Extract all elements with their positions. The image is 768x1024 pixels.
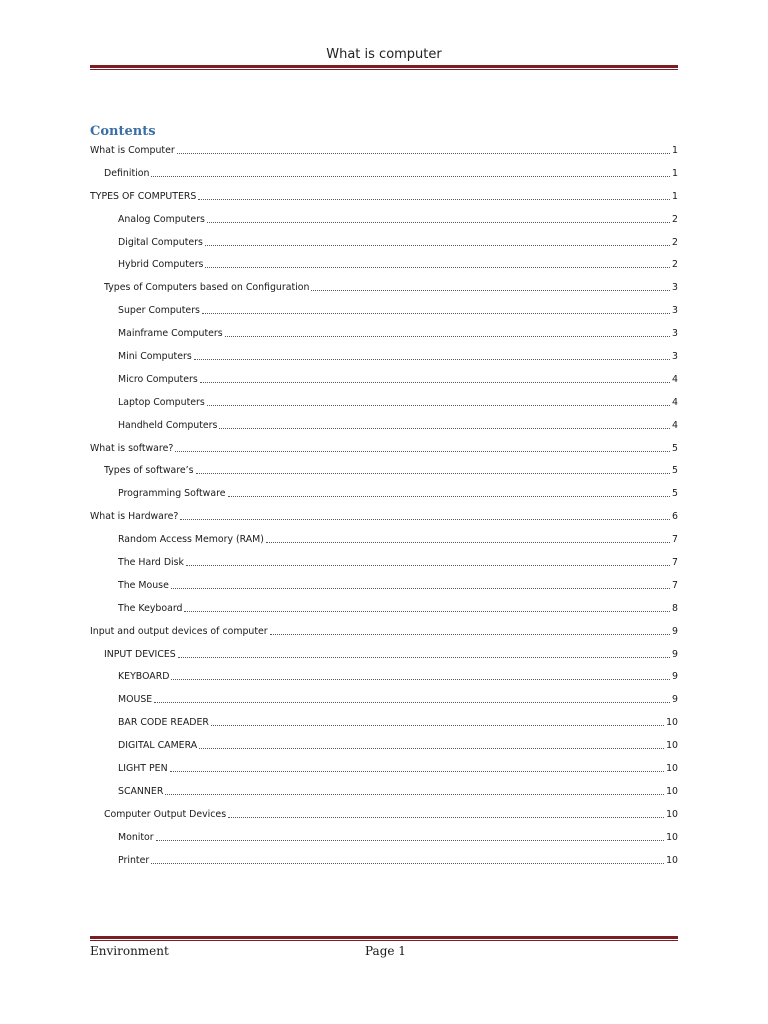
header-rule	[90, 65, 678, 70]
toc-entry[interactable]	[90, 253, 678, 276]
toc-entry[interactable]	[90, 711, 678, 734]
toc-dot-leader	[199, 748, 664, 749]
toc-dot-leader	[219, 428, 670, 429]
toc-entry-page: 5	[672, 465, 678, 477]
toc-entry-label[interactable]: Types of Computers based on Configuration	[104, 282, 310, 294]
toc-entry[interactable]	[90, 597, 678, 620]
toc-entry[interactable]	[90, 505, 678, 528]
toc-entry-page: 5	[672, 488, 678, 500]
toc-entry-label[interactable]: SCANNER	[118, 785, 164, 797]
toc-entry[interactable]	[90, 826, 678, 849]
toc-entry-page: 2	[672, 213, 678, 225]
toc-entry-label[interactable]: BAR CODE READER	[118, 717, 209, 729]
toc-entry-label[interactable]: DIGITAL CAMERA	[118, 740, 198, 752]
toc-dot-leader	[154, 702, 670, 703]
toc-entry-label[interactable]: Printer	[118, 854, 150, 866]
toc-dot-leader	[311, 290, 670, 291]
toc-entry-page: 10	[666, 831, 678, 843]
toc-entry-page: 2	[672, 236, 678, 248]
toc-dot-leader	[196, 473, 670, 474]
toc-entry[interactable]	[90, 322, 678, 345]
toc-entry-label[interactable]: Types of software’s	[104, 465, 194, 477]
table-of-contents	[90, 139, 678, 872]
toc-entry[interactable]	[90, 551, 678, 574]
toc-dot-leader	[198, 199, 670, 200]
header-title: What is computer	[326, 47, 442, 62]
toc-entry-label[interactable]: Input and output devices of computer	[90, 625, 268, 637]
toc-entry-label[interactable]: Monitor	[118, 831, 154, 843]
toc-entry[interactable]	[90, 299, 678, 322]
toc-dot-leader	[270, 634, 670, 635]
toc-dot-leader	[151, 863, 664, 864]
toc-dot-leader	[205, 245, 670, 246]
toc-dot-leader	[228, 817, 664, 818]
toc-dot-leader	[200, 382, 670, 383]
toc-entry-label[interactable]: Programming Software	[118, 488, 226, 500]
toc-entry-page: 10	[666, 808, 678, 820]
toc-entry[interactable]	[90, 803, 678, 826]
toc-entry-page: 5	[672, 442, 678, 454]
toc-dot-leader	[171, 588, 670, 589]
toc-dot-leader	[207, 405, 670, 406]
toc-entry-page: 8	[672, 602, 678, 614]
toc-entry[interactable]	[90, 482, 678, 505]
toc-entry[interactable]	[90, 391, 678, 414]
toc-entry-label[interactable]: Mainframe Computers	[118, 328, 223, 340]
toc-dot-leader	[194, 359, 670, 360]
toc-dot-leader	[170, 771, 664, 772]
toc-entry-label[interactable]: Handheld Computers	[118, 419, 218, 431]
toc-entry[interactable]	[90, 620, 678, 643]
toc-dot-leader	[205, 267, 670, 268]
toc-entry-label[interactable]: TYPES OF COMPUTERS	[90, 190, 197, 202]
contents-heading: Contents	[90, 124, 156, 139]
toc-entry-label[interactable]: Laptop Computers	[118, 396, 205, 408]
toc-entry-page: 10	[666, 740, 678, 752]
toc-entry-page: 1	[672, 144, 678, 156]
toc-entry[interactable]	[90, 757, 678, 780]
toc-entry[interactable]	[90, 688, 678, 711]
toc-entry-page: 1	[672, 167, 678, 179]
toc-entry[interactable]	[90, 185, 678, 208]
toc-dot-leader	[202, 313, 670, 314]
toc-entry-label[interactable]: Mini Computers	[118, 350, 192, 362]
toc-entry[interactable]	[90, 734, 678, 757]
toc-entry[interactable]	[90, 849, 678, 872]
toc-dot-leader	[184, 611, 670, 612]
toc-dot-leader	[151, 176, 670, 177]
toc-dot-leader	[225, 336, 670, 337]
toc-entry[interactable]	[90, 345, 678, 368]
toc-entry-page: 3	[672, 305, 678, 317]
toc-entry-page: 4	[672, 373, 678, 385]
toc-entry-page: 7	[672, 534, 678, 546]
toc-entry[interactable]	[90, 276, 678, 299]
toc-entry-label[interactable]: The Keyboard	[118, 602, 183, 614]
toc-entry-label[interactable]: What is Computer	[90, 144, 175, 156]
toc-dot-leader	[171, 679, 670, 680]
toc-entry-page: 7	[672, 556, 678, 568]
toc-entry[interactable]	[90, 665, 678, 688]
toc-entry-label[interactable]: LIGHT PEN	[118, 762, 168, 774]
toc-dot-leader	[207, 222, 670, 223]
toc-dot-leader	[211, 725, 664, 726]
toc-entry-page: 7	[672, 579, 678, 591]
toc-entry[interactable]	[90, 528, 678, 551]
toc-entry-label[interactable]: What is software?	[90, 442, 174, 454]
toc-entry-page: 9	[672, 648, 678, 660]
toc-entry-label[interactable]: Hybrid Computers	[118, 259, 204, 271]
toc-entry-page: 4	[672, 419, 678, 431]
toc-entry-page: 3	[672, 282, 678, 294]
toc-entry-page: 6	[672, 511, 678, 523]
toc-dot-leader	[178, 657, 670, 658]
toc-entry-label[interactable]: MOUSE	[118, 694, 153, 706]
toc-entry-page: 2	[672, 259, 678, 271]
toc-entry-label[interactable]: Random Access Memory (RAM)	[118, 534, 264, 546]
toc-dot-leader	[165, 794, 664, 795]
toc-entry-label[interactable]: Definition	[104, 167, 150, 179]
footer-label: Environment	[90, 944, 169, 958]
toc-entry-page: 10	[666, 785, 678, 797]
toc-entry-page: 10	[666, 717, 678, 729]
toc-entry-page: 1	[672, 190, 678, 202]
toc-entry-page: 9	[672, 694, 678, 706]
toc-dot-leader	[266, 542, 670, 543]
toc-entry-page: 10	[666, 762, 678, 774]
toc-entry[interactable]	[90, 231, 678, 254]
toc-entry-page: 10	[666, 854, 678, 866]
toc-entry-page: 4	[672, 396, 678, 408]
toc-entry[interactable]	[90, 414, 678, 437]
toc-entry-page: 9	[672, 625, 678, 637]
toc-entry-label[interactable]: KEYBOARD	[118, 671, 170, 683]
toc-entry-page: 9	[672, 671, 678, 683]
toc-entry[interactable]	[90, 643, 678, 666]
toc-dot-leader	[186, 565, 670, 566]
toc-dot-leader	[177, 153, 670, 154]
toc-entry-label[interactable]: The Hard Disk	[118, 556, 184, 568]
toc-entry[interactable]	[90, 139, 678, 162]
toc-entry-label[interactable]: Analog Computers	[118, 213, 205, 225]
toc-entry-label[interactable]: The Mouse	[118, 579, 169, 591]
toc-entry[interactable]	[90, 437, 678, 460]
toc-dot-leader	[175, 451, 670, 452]
toc-dot-leader	[228, 496, 671, 497]
toc-entry[interactable]	[90, 208, 678, 231]
toc-entry[interactable]	[90, 162, 678, 185]
toc-entry-label[interactable]: Super Computers	[118, 305, 200, 317]
toc-dot-leader	[180, 519, 670, 520]
toc-dot-leader	[156, 840, 664, 841]
toc-entry-label[interactable]: Micro Computers	[118, 373, 198, 385]
toc-entry-page: 3	[672, 328, 678, 340]
toc-entry-label[interactable]: Computer Output Devices	[104, 808, 227, 820]
footer-page-number: Page 1	[365, 944, 406, 958]
toc-entry-label[interactable]: Digital Computers	[118, 236, 203, 248]
toc-entry-page: 3	[672, 350, 678, 362]
toc-entry[interactable]	[90, 368, 678, 391]
toc-entry-label[interactable]: INPUT DEVICES	[104, 648, 176, 660]
footer-rule	[90, 936, 678, 941]
toc-entry[interactable]	[90, 574, 678, 597]
toc-entry[interactable]	[90, 459, 678, 482]
toc-entry[interactable]	[90, 780, 678, 803]
toc-entry-label[interactable]: What is Hardware?	[90, 511, 179, 523]
